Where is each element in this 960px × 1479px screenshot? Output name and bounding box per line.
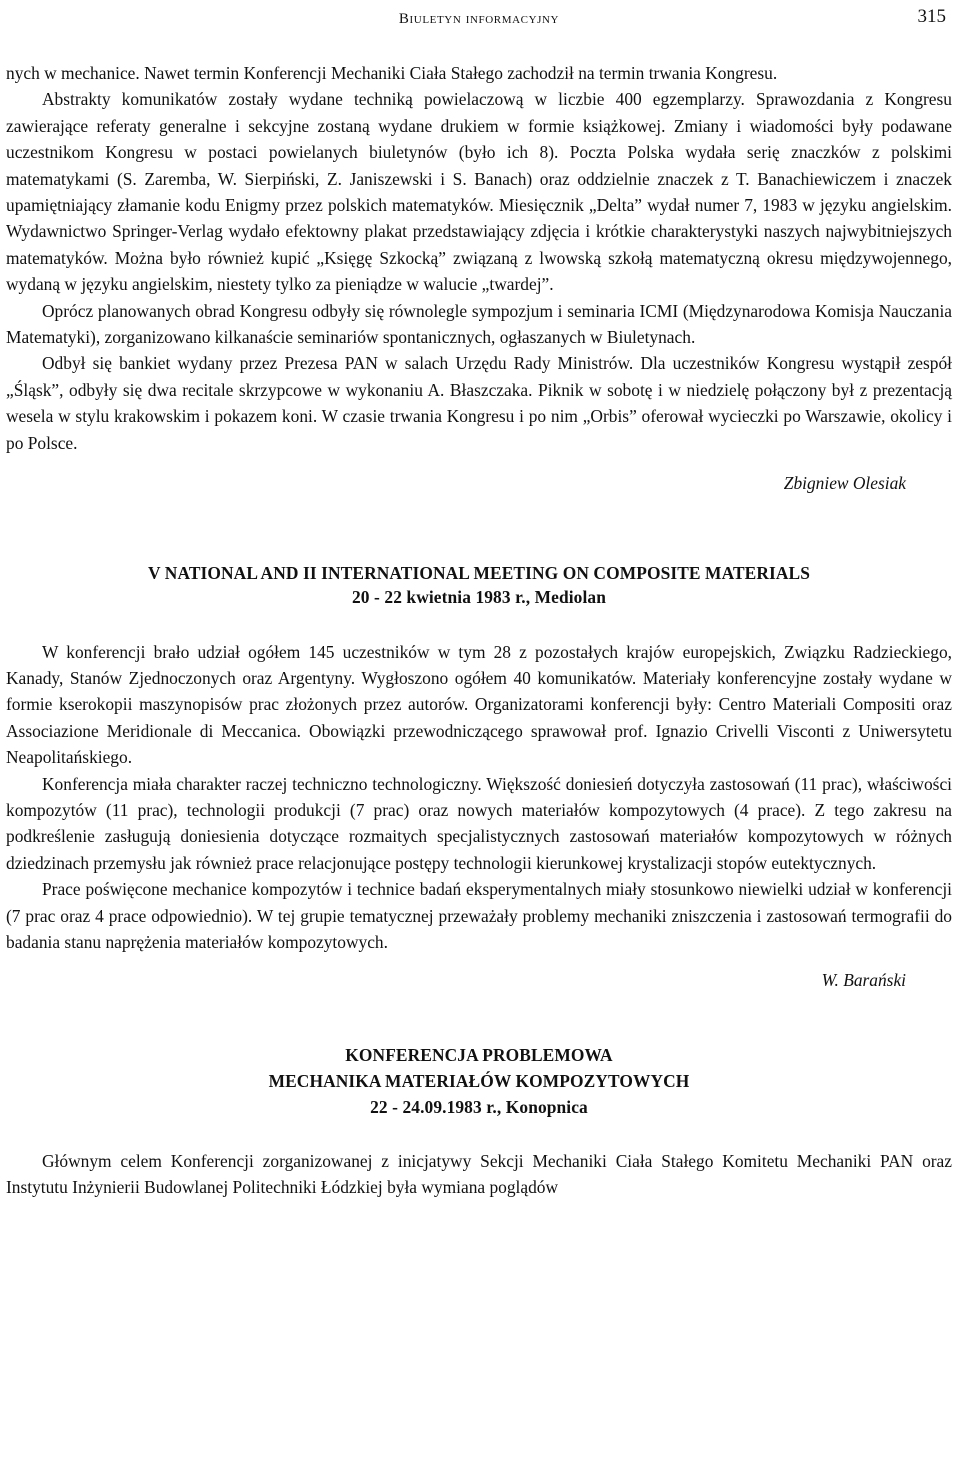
heading-title: V NATIONAL AND II INTERNATIONAL MEETING ON COMPOSITE MATERIALS [148,562,810,583]
running-header [6,4,952,34]
running-title: Biuletyn informacyjny [398,11,560,27]
section-heading [6,561,952,609]
paragraph: Oprócz planowanych obrad Kongresu odbyły się równolegle sympozjum i seminaria ICMI (Międzynarodowa Komisja Nauczania Matematyki), zorganizowano kilkanaście seminariów spontanicznych, ogłaszanych w Biuletynach. [6,300,952,348]
paragraph: Prace poświęcone mechanice kompozytów i technice badań eksperymentalnych miały stosunkowo niewielki udział w konferencji (7 prac oraz 4 prace odpowiednio). W tej grupie tematycznej przeważały problemy mechaniki zniszczenia i zastosowań termografii do badania stanu naprężenia materiałów kompozytowych. [6,879,952,952]
article-konferencja-problemowa [6,1042,952,1201]
heading-title-line-2: MECHANIKA MATERIAŁÓW KOMPOZYTOWYCH [268,1070,690,1091]
article-kongres-continuation [6,60,952,497]
heading-subtitle: 22 - 24.09.1983 r., Konopnica [370,1096,588,1117]
heading-subtitle: 20 - 22 kwietnia 1983 r., Mediolan [352,586,606,607]
section-heading [6,1042,952,1120]
author-signature: W. Barański [821,970,906,991]
article-composite-materials-meeting [6,561,952,994]
paragraph: Odbył się bankiet wydany przez Prezesa PAN w salach Urzędu Rady Ministrów. Dla uczestników Kongresu wystąpił zespół „Śląsk”, odbyły się dwa recitale skrzypcowe w wykonaniu A. Błaszczaka. Piknik w sobotę i w niedzielę połączony był z prezentacją wesela w stylu krakowskim i pokazem koni. W czasie trwania Kongresu i po nim „Orbis” oferował wycieczki po Warszawie, okolicy i po Polsce. [6,353,952,453]
paragraph: nych w mechanice. Nawet termin Konferencji Mechaniki Ciała Stałego zachodził na termin trwania Kongresu. [6,63,778,83]
author-signature: Zbigniew Olesiak [783,473,906,494]
page-number: 315 [917,6,946,27]
paragraph: Głównym celem Konferencji zorganizowanej z inicjatywy Sekcji Mechaniki Ciała Stałego Komitetu Mechaniki PAN oraz Instytutu Inżynierii Budowlanej Politechniki Łódzkiej była wymiana poglądów [6,1150,952,1198]
heading-title-line-1: KONFERENCJA PROBLEMOWA [345,1044,613,1065]
paragraph: Konferencja miała charakter raczej techniczno technologiczny. Większość doniesień dotyczyła zastosowań (11 prac), właściwości kompozytów (11 prac), technologii produkcji (7 prac) oraz nowych materiałów kompozytowych (4 prace). Z tego zakresu na podkreślenie zasługują doniesienia dotyczące rozmaitych specjalistycznych zastosowań materiałów kompozytowych w różnych dziedzinach przemysłu jak również prace relacjonujące postępy technologii kierunkowej krystalizacji stopów eutektycznych. [6,773,952,873]
paragraph: W konferencji brało udział ogółem 145 uczestników w tym 28 z pozostałych krajów europejskich, Związku Radzieckiego, Kanady, Stanów Zjednoczonych oraz Argentyny. Wygłoszono ogółem 40 komunikatów. Materiały konferencyjne zostały wydane w formie kserokopii maszynopisów prac złożonych przez autorów. Organizatorami konferencji były: Centro Materiali Compositi oraz Associazione Meridionale di Meccanica. Obowiązki przewodniczącego sprawował prof. Ignazio Crivelli Visconti z Uniwersytetu Neapolitańskiego. [6,641,952,768]
paragraph: Abstrakty komunikatów zostały wydane techniką powielaczową w liczbie 400 egzemplarzy. Sprawozdania z Kongresu zawierające referaty generalne i sekcyjne zostaną wydane drukiem w formie książkowej. Zmiany i wiadomości były podawane uczestnikom Kongresu w postaci powielanych biuletynów (było ich 8). Poczta Polska wydała serię znaczków z polskimi matematykami (S. Zaremba, W. Sierpiński, Z. Janiszewski i S. Banach) oraz oddzielnie znaczek z T. Banachiewiczem i znaczek upamiętniający złamanie kodu Enigmy przez polskich matematyków. Miesięcznik „Delta” wydał numer 7, 1983 w języku angielskim. Wydawnictwo Springer-Verlag wydało efektowny plakat przedstawiający zdjęcia i krótkie charakterystyki naszych najwybitniejszych matematyków. Można było również kupić „Księgę Szkocką” związaną z lwowską szkołą matematyczną okresu międzywojennego, wydaną w języku angielskim, niestety tylko za pieniądze w walucie „twardej”. [6,89,952,295]
